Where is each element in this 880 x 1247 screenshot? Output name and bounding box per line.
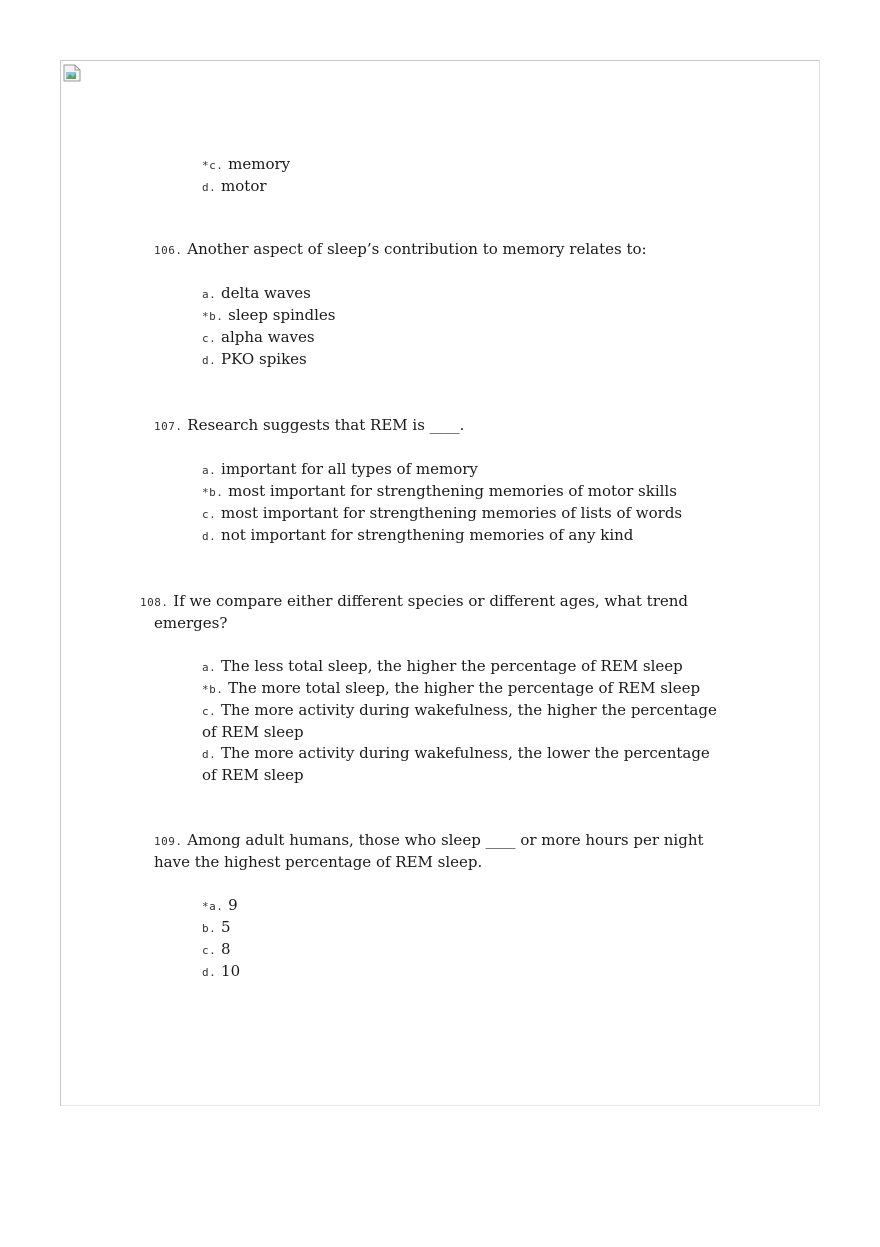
option-text: most important for strengthening memories of lists of words	[221, 504, 683, 522]
question-109	[154, 830, 724, 873]
option-item	[202, 525, 724, 547]
question-106	[154, 239, 724, 261]
option-marker: a.	[202, 661, 217, 674]
option-text: The more total sleep, the higher the percentage of REM sleep	[228, 679, 701, 697]
question-number: 107.	[154, 420, 183, 433]
option-item	[202, 939, 724, 961]
options-109	[154, 895, 724, 983]
question-107	[154, 415, 724, 437]
option-text: 8	[221, 940, 231, 958]
option-marker: d.	[202, 181, 217, 194]
option-text: alpha waves	[221, 328, 315, 346]
option-text: not important for strengthening memories of any kind	[221, 526, 634, 544]
option-marker: *c.	[202, 159, 224, 172]
option-item	[202, 656, 724, 678]
option-marker: *b.	[202, 486, 224, 499]
question-text: Among adult humans, those who sleep ____ or more hours per night have the highest percentage of REM sleep.	[154, 831, 704, 871]
option-marker: a.	[202, 288, 217, 301]
question-number: 109.	[154, 835, 183, 848]
option-item	[202, 503, 724, 525]
option-marker: d.	[202, 530, 217, 543]
option-marker: d.	[202, 354, 217, 367]
option-text: PKO spikes	[221, 350, 307, 368]
option-marker: *b.	[202, 683, 224, 696]
option-item	[202, 327, 724, 349]
option-text: 9	[228, 896, 238, 914]
option-marker: c.	[202, 944, 217, 957]
option-text: The more activity during wakefulness, the higher the percentage of REM sleep	[202, 701, 717, 741]
option-text: motor	[221, 177, 267, 195]
option-text: sleep spindles	[228, 306, 336, 324]
option-item	[202, 349, 724, 371]
option-text: The more activity during wakefulness, the lower the percentage of REM sleep	[202, 744, 710, 784]
question-text: Another aspect of sleep’s contribution to memory relates to:	[187, 240, 647, 258]
option-marker: d.	[202, 966, 217, 979]
option-marker: c.	[202, 705, 217, 718]
option-item	[202, 700, 724, 743]
option-text: most important for strengthening memories of motor skills	[228, 482, 677, 500]
option-item	[202, 743, 724, 786]
option-marker: b.	[202, 922, 217, 935]
option-item	[202, 961, 724, 983]
question-number: 108.	[140, 596, 169, 609]
option-marker: d.	[202, 748, 217, 761]
option-text: memory	[228, 155, 291, 173]
option-item	[202, 917, 724, 939]
option-item	[202, 283, 724, 305]
option-item	[202, 154, 724, 176]
option-item	[202, 895, 724, 917]
option-marker: *b.	[202, 310, 224, 323]
option-text: important for all types of memory	[221, 460, 478, 478]
option-item	[202, 305, 724, 327]
option-text: The less total sleep, the higher the percentage of REM sleep	[221, 657, 683, 675]
question-text: Research suggests that REM is ____.	[187, 416, 465, 434]
question-number: 106.	[154, 244, 183, 257]
option-marker: a.	[202, 464, 217, 477]
option-item	[202, 481, 724, 503]
option-marker: c.	[202, 508, 217, 521]
option-text: 10	[221, 962, 241, 980]
broken-image-icon	[63, 64, 81, 82]
option-text: 5	[221, 918, 231, 936]
option-marker: c.	[202, 332, 217, 345]
options-108	[154, 656, 724, 786]
continued-options	[154, 154, 724, 198]
question-list	[140, 154, 724, 983]
option-item	[202, 459, 724, 481]
option-item	[202, 678, 724, 700]
question-108	[140, 591, 724, 634]
option-marker: *a.	[202, 900, 224, 913]
options-106	[154, 283, 724, 371]
option-text: delta waves	[221, 284, 311, 302]
options-107	[154, 459, 724, 547]
option-item	[202, 176, 724, 198]
question-text: If we compare either different species or different ages, what trend emerges?	[154, 592, 688, 632]
